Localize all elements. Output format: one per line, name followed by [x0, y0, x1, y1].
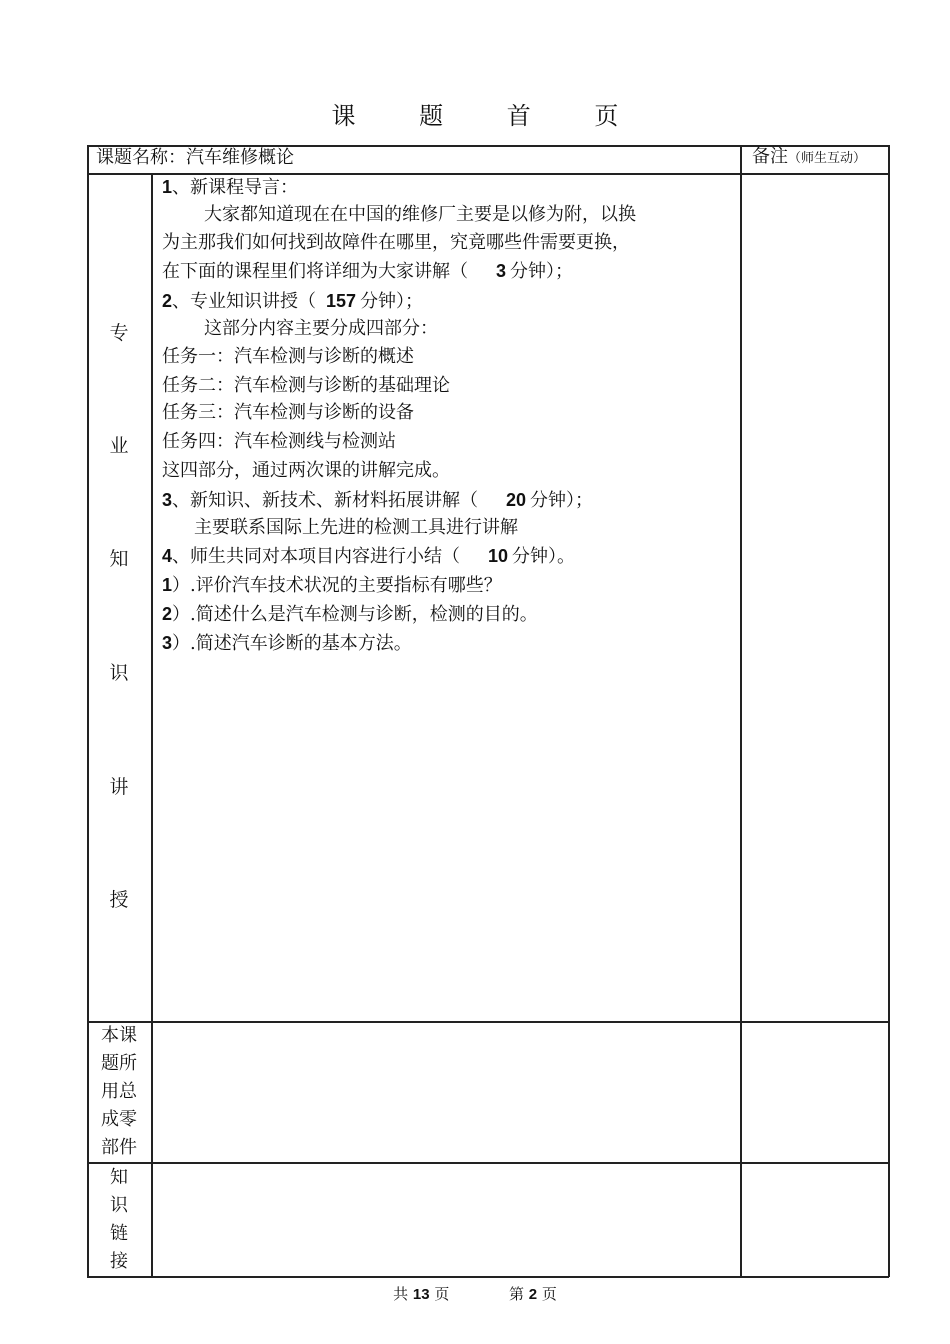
question-item: 1）.评价汽车技术状况的主要指标有哪些？ — [162, 575, 502, 596]
item-3-description: 主要联系国际上先进的检测工具进行讲解 — [194, 517, 518, 538]
section-label-char: 业 — [109, 435, 129, 457]
item-2-heading: 2、专业知识讲授（ 157 分钟）； — [162, 291, 424, 312]
section-label-char: 知 — [109, 548, 129, 570]
total-pages-suffix: 页 — [434, 1285, 450, 1303]
total-pages: 13 — [412, 1286, 430, 1303]
section-label-char: 授 — [109, 889, 129, 911]
parts-intro: 这部分内容主要分成四部分： — [204, 318, 438, 339]
item-4-heading: 4、师生共同对本项目内容进行小结（ 10 分钟）。 — [162, 546, 576, 567]
table-row-divider-2 — [87, 1162, 889, 1164]
remark-label: 备注 — [752, 146, 788, 167]
section-label-char: 识 — [109, 662, 129, 684]
total-pages-prefix: 共 — [393, 1285, 409, 1303]
page-number-suffix: 页 — [541, 1285, 557, 1303]
item-1-heading: 1、新课程导言： — [162, 177, 299, 198]
page-footer — [0, 1283, 950, 1304]
table-col-divider-remark — [740, 145, 742, 1277]
intro-line: 为主那我们如何找到故障件在哪里，究竟哪些件需要更换， — [162, 232, 630, 253]
task-item: 任务二：汽车检测与诊断的基础理论 — [162, 375, 450, 396]
table-row-divider-1 — [87, 1021, 889, 1023]
remark-sub-label: （师生互动） — [788, 151, 867, 166]
parts-summary: 这四部分，通过两次课的讲解完成。 — [162, 460, 450, 481]
intro-line: 大家都知道现在在中国的维修厂主要是以修为附，以换 — [204, 204, 636, 225]
page-number: 2 — [528, 1286, 538, 1303]
page-title: 课 题 首 页 — [331, 102, 647, 130]
question-item: 3）.简述汽车诊断的基本方法。 — [162, 633, 412, 654]
section-label-char: 讲 — [109, 776, 129, 798]
course-name-label: 课题名称：汽车维修概论 — [96, 147, 294, 168]
page-number-prefix: 第 — [508, 1285, 524, 1303]
remark-header — [752, 143, 866, 173]
intro-line: 在下面的课程里们将详细为大家讲解（ 3 分钟）； — [162, 261, 574, 282]
parts-row-label: 本课 题所 用总 成零 部件 — [101, 1025, 137, 1158]
table-border-bottom — [87, 1276, 889, 1278]
table-border-right — [888, 145, 890, 1277]
task-item: 任务四：汽车检测线与检测站 — [162, 431, 396, 452]
item-3-heading: 3、新知识、新技术、新材料拓展讲解（ 20 分钟）； — [162, 490, 594, 511]
task-item: 任务三：汽车检测与诊断的设备 — [162, 402, 414, 423]
table-col-divider-label — [151, 173, 153, 1277]
question-item: 2）.简述什么是汽车检测与诊断，检测的目的。 — [162, 604, 538, 625]
task-item: 任务一：汽车检测与诊断的概述 — [162, 346, 414, 367]
links-row-label: 知 识 链 接 — [110, 1167, 128, 1272]
section-label-char: 专 — [109, 322, 129, 344]
